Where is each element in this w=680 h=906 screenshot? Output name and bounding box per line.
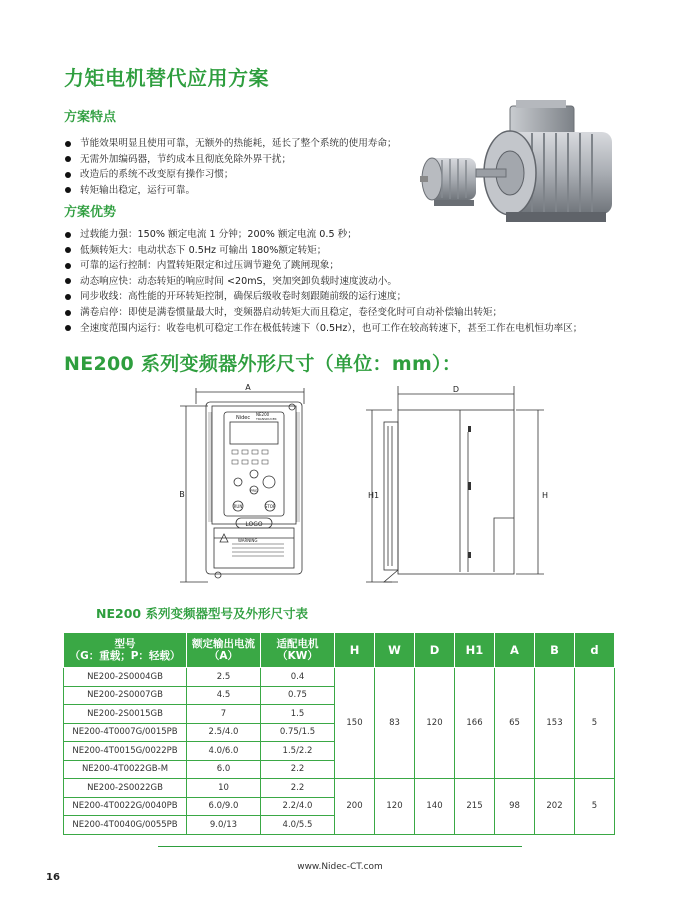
cell-motor: 0.4 [261,668,335,687]
dim-label-h: H [542,491,549,500]
cell-small-d: 5 [575,779,615,835]
cell-model: NE200-2S0015GB [64,705,187,724]
list-item: 改造后的系统不改变原有操作习惯； [64,167,397,183]
page-number: 16 [46,872,60,883]
cell-current: 6.0/9.0 [187,797,261,816]
header-current-line2: （A） [208,650,239,662]
cell-b: 202 [535,779,575,835]
header-w: W [375,633,415,668]
panel-brand: Nidec [236,415,251,421]
list-item: 转矩输出稳定，运行可靠。 [64,183,397,199]
cell-motor: 4.0/5.5 [261,816,335,835]
header-motor-line1: 适配电机 [276,638,319,650]
spec-table [63,632,615,835]
cell-current: 4.5 [187,686,261,705]
header-b: B [535,633,575,668]
cell-d: 120 [415,668,455,779]
table-title: NE200 系列变频器型号及外形尺寸表 [96,606,308,621]
cell-model: NE200-4T0040G/0055PB [64,816,187,835]
cell-a: 98 [495,779,535,835]
page-title: 力矩电机替代应用方案 [64,66,269,90]
list-item: 低频转矩大：电动状态下 0.5Hz 可输出 180%额定转矩； [64,243,582,259]
cell-motor: 0.75/1.5 [261,723,335,742]
cell-b: 153 [535,668,575,779]
stop-label: STOP [264,504,276,509]
cell-d: 140 [415,779,455,835]
features-heading: 方案特点 [64,110,117,125]
prg-label: PRG [250,489,258,493]
cell-small-d: 5 [575,668,615,779]
footer-divider [158,846,522,847]
cell-current: 10 [187,779,261,798]
cell-current: 4.0/6.0 [187,742,261,761]
list-item: 同步收线：高性能的开环转矩控制，确保后级收卷时刻跟随前级的运行速度； [64,289,582,305]
footer-url[interactable]: www.Nidec-CT.com [297,862,383,872]
cell-motor: 2.2/4.0 [261,797,335,816]
table-header-row [64,633,615,668]
header-h1: H1 [455,633,495,668]
panel-sub: TRANSDUCER [256,417,277,421]
cell-model: NE200-2S0022GB [64,779,187,798]
cell-model: NE200-4T0022G/0040PB [64,797,187,816]
table-row [64,779,615,798]
header-model [64,633,187,668]
list-item: 动态响应快：动态转矩的响应时间 <20mS，突加突卸负载时速度波动小。 [64,274,582,290]
list-item: 可靠的运行控制：内置转矩限定和过压调节避免了跳闸现象； [64,258,582,274]
cell-motor: 1.5 [261,705,335,724]
cell-motor: 2.2 [261,779,335,798]
dim-label-d: D [452,385,460,394]
cell-h: 200 [335,779,375,835]
cell-current: 7 [187,705,261,724]
cell-current: 2.5/4.0 [187,723,261,742]
header-motor-line2: （KW） [277,650,318,662]
cell-current: 6.0 [187,760,261,779]
list-item: 满卷启停：即使是满卷惯量最大时，变频器启动转矩大而且稳定，卷径变化时可自动补偿输出转矩； [64,305,582,321]
header-motor [261,633,335,668]
logo-label: LOGO [245,521,263,528]
header-h: H [335,633,375,668]
header-model-line1: 型号 [114,638,136,650]
cell-motor: 2.2 [261,760,335,779]
cell-w: 83 [375,668,415,779]
cell-model: NE200-4T0007G/0015PB [64,723,187,742]
warning-label: WARNING [238,538,258,543]
cell-a: 65 [495,668,535,779]
motor-image [420,96,620,231]
cell-model: NE200-4T0015G/0022PB [64,742,187,761]
cell-current: 9.0/13 [187,816,261,835]
cell-motor: 0.75 [261,686,335,705]
cell-model: NE200-4T0022GB-M [64,760,187,779]
cell-current: 2.5 [187,668,261,687]
header-a: A [495,633,535,668]
dim-label-h1: H1 [368,491,380,500]
header-d: D [415,633,455,668]
header-model-line2: （G：重载；P：轻载） [69,650,181,662]
header-current [187,633,261,668]
features-list [64,136,397,198]
list-item: 过载能力强：150% 额定电流 1 分钟；200% 额定电流 0.5 秒； [64,227,582,243]
list-item: 全速度范围内运行：收卷电机可稳定工作在极低转速下（0.5Hz），也可工作在较高转速下，甚至工作在电机恒功率区； [64,321,582,337]
dimensions-heading: NE200 系列变频器外形尺寸（单位：mm）： [64,353,462,375]
list-item: 无需外加编码器，节约成本且彻底免除外界干扰； [64,152,397,168]
dim-label-a: A [245,383,251,392]
cell-h1: 166 [455,668,495,779]
front-view-drawing [176,382,330,592]
cell-model: NE200-2S0007GB [64,686,187,705]
cell-h1: 215 [455,779,495,835]
advantages-list [64,227,582,336]
cell-model: NE200-2S0004GB [64,668,187,687]
dim-label-b: B [179,490,185,499]
cell-h: 150 [335,668,375,779]
header-small-d: d [575,633,615,668]
list-item: 节能效果明显且使用可靠，无额外的热能耗，延长了整个系统的使用寿命； [64,136,397,152]
panel-model: NE200 [256,412,270,417]
side-view-drawing [364,382,554,592]
header-current-line1: 额定输出电流 [192,638,255,650]
cell-motor: 1.5/2.2 [261,742,335,761]
advantages-heading: 方案优势 [64,205,117,220]
run-label: RUN [233,504,243,509]
cell-w: 120 [375,779,415,835]
table-row [64,668,615,687]
